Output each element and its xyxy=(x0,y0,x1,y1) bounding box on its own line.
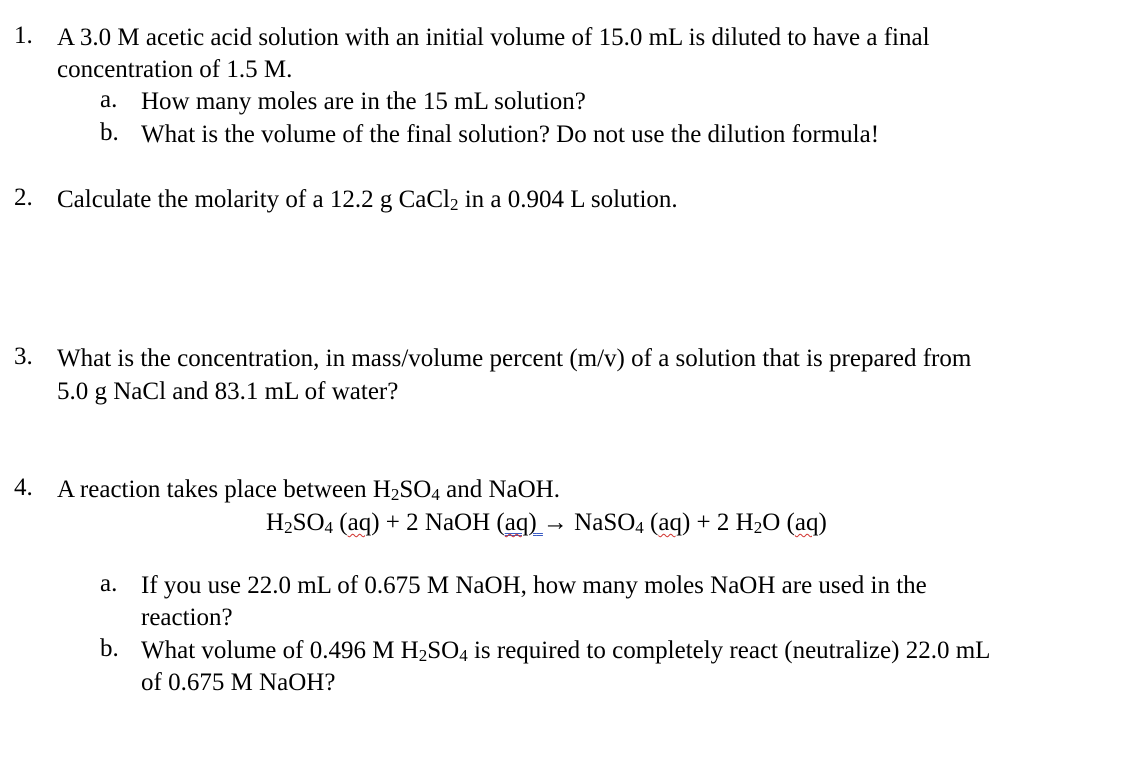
q1b-text: What is the volume of the final solution? Do not use the dilution formula! xyxy=(141,121,880,148)
spellcheck-word: aq xyxy=(504,509,529,536)
q4-number: 4. xyxy=(14,474,33,501)
q1-text-line2: concentration of 1.5 M. xyxy=(57,56,293,83)
spellcheck-word: aq xyxy=(658,509,682,536)
q1-number: 1. xyxy=(14,22,33,49)
q3-text-line1: What is the concentration, in mass/volume percent (m/v) of a solution that is prepared from xyxy=(57,345,972,372)
q4a-text-line2: reaction? xyxy=(141,604,233,631)
q4b-letter: b. xyxy=(100,635,119,662)
q1a-letter: a. xyxy=(100,86,118,113)
q1b-letter: b. xyxy=(100,119,119,146)
q2-text: Calculate the molarity of a 12.2 g CaCl$_2$ in a 0.904 L solution. xyxy=(57,186,678,214)
q1a-text: How many moles are in the 15 mL solution? xyxy=(141,88,586,115)
q2-number: 2. xyxy=(14,184,33,211)
reaction-arrow-icon: → xyxy=(542,509,568,536)
q3-text-line2: 5.0 g NaCl and 83.1 mL of water? xyxy=(57,378,399,405)
spellcheck-word: aq xyxy=(347,509,372,536)
q4-intro: A reaction takes place between $H_2SO_4$ and NaOH. xyxy=(57,476,560,504)
grammar-flag: aq) → xyxy=(505,509,568,536)
q4b-text-line2: of 0.675 M NaOH? xyxy=(141,669,336,696)
q4-equation: $H_2SO_4$ (aq) + 2 NaOH (aq) → NaSO$_4$ (aq) + 2 $H_2O$ (aq) xyxy=(266,509,827,537)
q4a-letter: a. xyxy=(100,570,118,597)
q4b-text-line1: What volume of 0.496 M $H_2SO_4$ is required to completely react (neutralize) 22.0 mL xyxy=(141,637,991,665)
q3-number: 3. xyxy=(14,343,33,370)
spellcheck-word: aq xyxy=(794,509,819,536)
q1-text-line1: A 3.0 M acetic acid solution with an initial volume of 15.0 mL is diluted to have a final xyxy=(57,24,930,51)
q4a-text-line1: If you use 22.0 mL of 0.675 M NaOH, how many moles NaOH are used in the xyxy=(141,572,927,599)
